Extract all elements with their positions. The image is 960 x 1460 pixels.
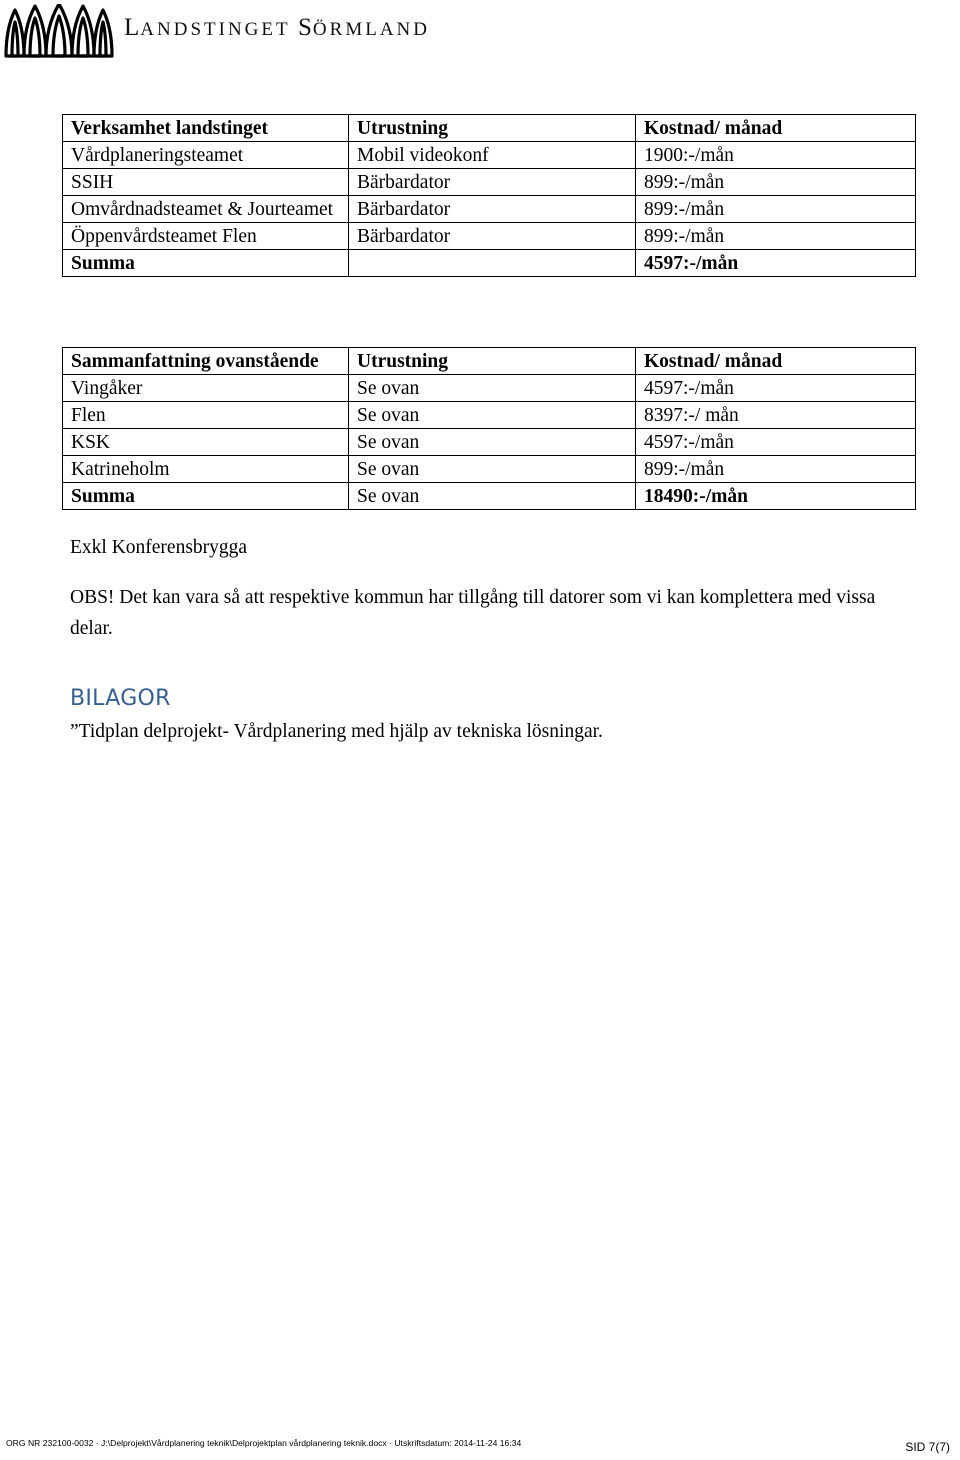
table-cell: Bärbardator xyxy=(349,223,636,250)
table-cell: Bärbardator xyxy=(349,169,636,196)
table-cell: Bärbardator xyxy=(349,196,636,223)
table-cell: Se ovan xyxy=(349,456,636,483)
table-row xyxy=(63,196,916,223)
table-cell: Se ovan xyxy=(349,402,636,429)
total-empty-cell xyxy=(349,250,636,277)
table-cell: Vingåker xyxy=(63,375,349,402)
table-cell: 899:-/mån xyxy=(636,223,916,250)
exclusion-note: Exkl Konferensbrygga xyxy=(70,537,248,558)
table-cell: Öppenvårdsteamet Flen xyxy=(63,223,349,250)
table-row xyxy=(63,223,916,250)
header-cell: Verksamhet landstinget xyxy=(63,115,349,142)
attachment-item: ”Tidplan delprojekt- Vårdplanering med hjälp av tekniska lösningar. xyxy=(70,721,603,742)
header-cell: Utrustning xyxy=(349,115,636,142)
table-cell: Omvårdnadsteamet & Jourteamet xyxy=(63,196,349,223)
table-cell: 4597:-/mån xyxy=(636,429,916,456)
header-cell: Utrustning xyxy=(349,348,636,375)
table-row xyxy=(63,402,916,429)
table-cell: 899:-/mån xyxy=(636,196,916,223)
table-cell: Se ovan xyxy=(349,375,636,402)
table-cell: Flen xyxy=(63,402,349,429)
obs-paragraph: OBS! Det kan vara så att respektive kommun har tillgång till datorer som vi kan komplettera med vissa delar. xyxy=(70,587,876,639)
footer-text: ORG NR 232100-0032 · J:\Delprojekt\Vårdplanering teknik\Delprojektplan vårdplanering teknik.docx · Utskriftsdatum: 2014-11-24 16:34 xyxy=(6,1438,522,1448)
cost-table-landstinget xyxy=(62,114,916,277)
table-cell: SSIH xyxy=(63,169,349,196)
crown-lattice-logo-icon xyxy=(4,4,114,58)
header-cell: Kostnad/ månad xyxy=(636,115,916,142)
table-cell: KSK xyxy=(63,429,349,456)
table-header-row xyxy=(63,115,916,142)
table-cell: 899:-/mån xyxy=(636,456,916,483)
table-row xyxy=(63,142,916,169)
total-equipment-cell: Se ovan xyxy=(349,483,636,510)
total-label-cell: Summa xyxy=(63,250,349,277)
organization-name: LANDSTINGET SÖRMLAND xyxy=(124,14,430,41)
bilagor-heading: BILAGOR xyxy=(70,686,171,711)
table-total-row xyxy=(63,250,916,277)
table-cell: Katrineholm xyxy=(63,456,349,483)
table-cell: Mobil videokonf xyxy=(349,142,636,169)
total-value-cell: 4597:-/mån xyxy=(636,250,916,277)
total-value-cell: 18490:-/mån xyxy=(636,483,916,510)
header-cell: Sammanfattning ovanstående xyxy=(63,348,349,375)
table-cell: 1900:-/mån xyxy=(636,142,916,169)
table-row xyxy=(63,429,916,456)
page-number: SID 7(7) xyxy=(905,1440,950,1454)
table-cell: 4597:-/mån xyxy=(636,375,916,402)
table-row xyxy=(63,169,916,196)
cost-table-summary xyxy=(62,347,916,510)
table-row xyxy=(63,375,916,402)
table-row xyxy=(63,456,916,483)
table-header-row xyxy=(63,348,916,375)
table-cell: Vårdplaneringsteamet xyxy=(63,142,349,169)
table-cell: Se ovan xyxy=(349,429,636,456)
table-total-row xyxy=(63,483,916,510)
table-cell: 899:-/mån xyxy=(636,169,916,196)
header-cell: Kostnad/ månad xyxy=(636,348,916,375)
table-cell: 8397:-/ mån xyxy=(636,402,916,429)
total-label-cell: Summa xyxy=(63,483,349,510)
